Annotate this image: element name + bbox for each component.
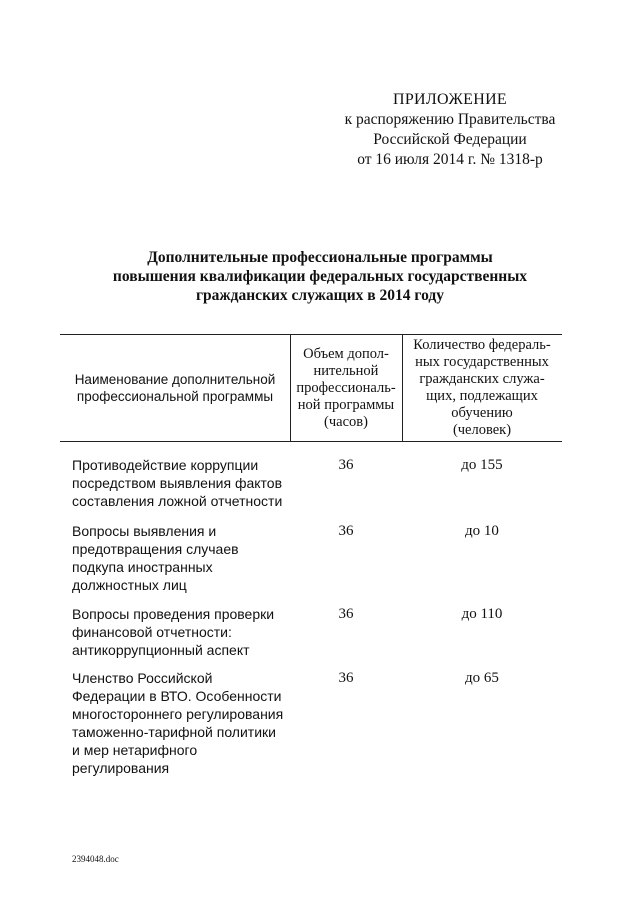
- title-line-1: Дополнительные профессиональные программы: [147, 249, 493, 266]
- program-name: Членство Российской Федерации в ВТО. Особенности многостороннего регулирования таможенно-тарифной политики и мер нетарифного регулирования: [72, 670, 284, 776]
- program-count: до 10: [465, 523, 499, 539]
- title-line-3: гражданских служащих в 2014 году: [196, 287, 444, 304]
- title-line-2: повышения квалификации федеральных государственных: [112, 268, 528, 285]
- program-count: до 155: [461, 457, 503, 473]
- appendix-line-3: от 16 июля 2014 г. № 1318-р: [357, 151, 543, 168]
- program-hours: 36: [338, 523, 354, 539]
- table-header: [60, 334, 562, 442]
- program-hours: 36: [338, 670, 354, 686]
- header-program-name: Наименование дополнительной профессиональной программы: [74, 372, 276, 404]
- table-row: [60, 669, 562, 779]
- document-title: [60, 248, 580, 305]
- program-count: до 110: [461, 606, 503, 622]
- table-row: [60, 522, 562, 605]
- programs-table: [60, 334, 562, 779]
- appendix-line-2: Российской Федерации: [373, 131, 527, 148]
- appendix-line-1: к распоряжению Правительства: [344, 111, 556, 128]
- program-name: Вопросы выявления и предотвращения случаев подкупа иностранных должностных лиц: [72, 523, 239, 593]
- program-name: Противодействие коррупции посредством выявления фактов составления ложной отчетности: [72, 457, 283, 509]
- header-count: Количество федераль- ных государственных гражданских служа- щих, подлежащих обучению (человек): [413, 337, 551, 438]
- table-row: [60, 605, 562, 669]
- appendix-heading: ПРИЛОЖЕНИЕ: [392, 91, 507, 108]
- header-hours: Объем допол- нительной профессиональ- ной программы (часов): [296, 345, 396, 430]
- program-hours: 36: [338, 606, 354, 622]
- appendix-block: [330, 90, 570, 170]
- program-hours: 36: [338, 457, 354, 473]
- program-count: до 65: [465, 670, 499, 686]
- program-name: Вопросы проведения проверки финансовой отчетности: антикоррупционный аспект: [72, 606, 275, 658]
- document-file-id: 2394048.doc: [72, 854, 119, 864]
- table-row: [60, 456, 562, 522]
